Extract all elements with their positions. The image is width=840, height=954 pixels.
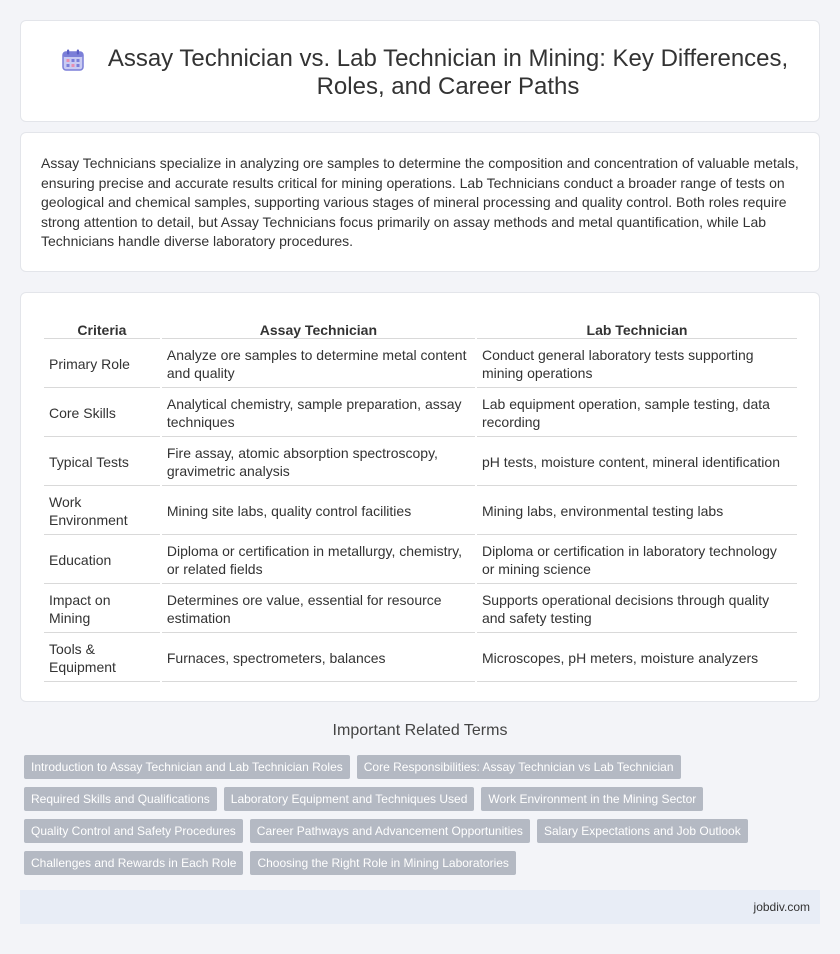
lab-cell: Lab equipment operation, sample testing, data recording [477,390,797,437]
table-row [44,586,797,633]
related-term-tag[interactable]: Laboratory Equipment and Techniques Used [224,787,475,811]
related-term-tag[interactable]: Work Environment in the Mining Sector [481,787,703,811]
header-assay-technician: Assay Technician [162,315,475,339]
table-row [44,635,797,682]
assay-cell: Diploma or certification in metallurgy, chemistry, or related fields [162,537,475,584]
related-term-tag[interactable]: Choosing the Right Role in Mining Laboratories [250,851,515,875]
related-term-tag[interactable]: Salary Expectations and Job Outlook [537,819,748,843]
calendar-icon [61,48,85,72]
footer-site-link[interactable]: jobdiv.com [753,900,810,914]
lab-cell: Supports operational decisions through quality and safety testing [477,586,797,633]
tag-row [24,787,804,811]
related-term-tag[interactable]: Challenges and Rewards in Each Role [24,851,243,875]
assay-cell: Analytical chemistry, sample preparation, assay techniques [162,390,475,437]
comparison-table [42,313,799,684]
related-term-tag[interactable]: Required Skills and Qualifications [24,787,217,811]
table-row [44,390,797,437]
assay-cell: Fire assay, atomic absorption spectroscopy, gravimetric analysis [162,439,475,486]
table-row [44,439,797,486]
page-title: Assay Technician vs. Lab Technician in Mining: Key Differences, Roles, and Career Paths [107,45,789,100]
footer [20,890,820,924]
header-card [20,20,820,122]
criteria-cell: Typical Tests [44,439,160,486]
related-term-tag[interactable]: Quality Control and Safety Procedures [24,819,243,843]
tag-row [24,755,804,779]
tag-row [24,819,804,843]
related-term-tag[interactable]: Introduction to Assay Technician and Lab Technician Roles [24,755,350,779]
related-terms-title: Important Related Terms [332,722,508,739]
criteria-cell: Work Environment [44,488,160,535]
intro-paragraph: Assay Technicians specialize in analyzing ore samples to determine the composition and concentration of valuable metals, ensuring precise and accurate results critical for mining operations. Lab Technicians conduct a broader range of tests on geological and chemical samples, supporting various stages of mineral processing and quality control. Both roles require strong attention to detail, but Assay Technicians focus primarily on assay methods and metal quantification, while Lab Technicians handle diverse laboratory procedures. [41,155,799,249]
lab-cell: pH tests, moisture content, mineral identification [477,439,797,486]
header-lab-technician: Lab Technician [477,315,797,339]
table-header-row [44,315,797,339]
related-term-tag[interactable]: Career Pathways and Advancement Opportunities [250,819,530,843]
criteria-cell: Core Skills [44,390,160,437]
lab-cell: Conduct general laboratory tests supporting mining operations [477,341,797,388]
assay-cell: Determines ore value, essential for resource estimation [162,586,475,633]
related-term-tag[interactable]: Core Responsibilities: Assay Technician vs Lab Technician [357,755,681,779]
assay-cell: Furnaces, spectrometers, balances [162,635,475,682]
table-row [44,341,797,388]
related-terms-tags [24,755,804,883]
assay-cell: Mining site labs, quality control facilities [162,488,475,535]
criteria-cell: Primary Role [44,341,160,388]
criteria-cell: Impact on Mining [44,586,160,633]
assay-cell: Analyze ore samples to determine metal content and quality [162,341,475,388]
lab-cell: Mining labs, environmental testing labs [477,488,797,535]
lab-cell: Microscopes, pH meters, moisture analyzers [477,635,797,682]
table-row [44,488,797,535]
lab-cell: Diploma or certification in laboratory technology or mining science [477,537,797,584]
header-criteria: Criteria [44,315,160,339]
criteria-cell: Education [44,537,160,584]
comparison-card [20,292,820,702]
criteria-cell: Tools & Equipment [44,635,160,682]
tag-row [24,851,804,875]
intro-card [20,132,820,272]
table-row [44,537,797,584]
title-wrap [61,45,789,101]
